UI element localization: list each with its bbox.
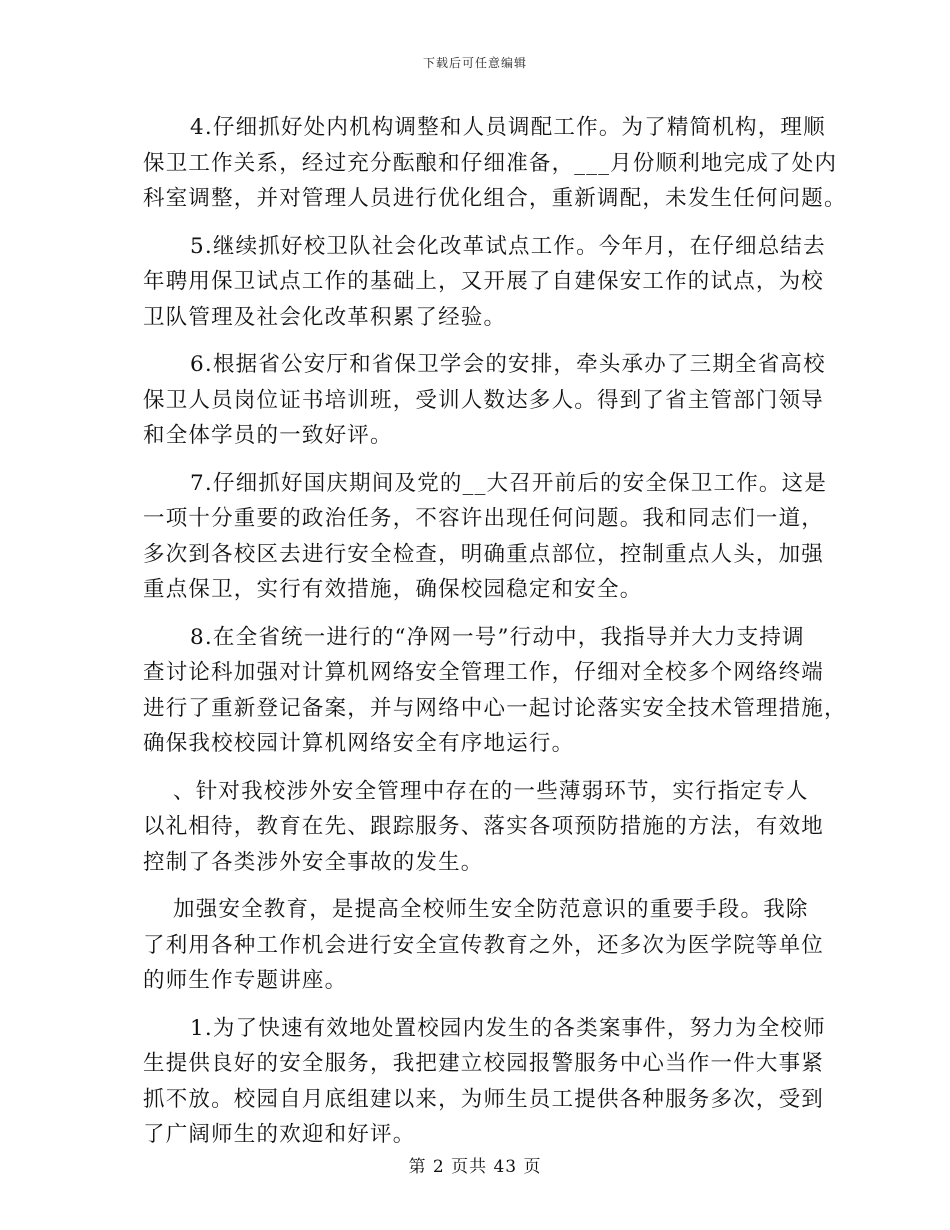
page-footer: 第 2 页共 43 页 [408,1157,542,1177]
paragraph-line: 和全体学员的一致好评。 [143,423,393,448]
paragraph-line: 卫队管理及社会化改革积累了经验。 [143,304,507,330]
paragraph-line: 科室调整，并对管理人员进行优化组合，重新调配，未发生任何问题。 [143,186,847,211]
paragraph-line: 8.在全省统一进行的“净网一号”行动中，我指导并大力支持调 [190,624,805,650]
paragraph-line: 、针对我校涉外安全管理中存在的一些薄弱环节，实行指定专人 [173,778,809,804]
paragraph-line: 7.仔细抓好国庆期间及党的__大召开前后的安全保卫工作。这是 [190,470,828,496]
paragraph-line: 了广阔师生的欢迎和好评。 [143,1122,416,1147]
paragraph-line: 确保我校校园计算机网络安全有序地运行。 [143,731,575,756]
paragraph-line: 1.为了快速有效地处置校园内发生的各类案事件，努力为全校师 [190,1015,826,1041]
paragraph-line: 查讨论科加强对计算机网络安全管理工作，仔细对全校多个网络终端 [143,660,825,685]
paragraph-line: 一项十分重要的政治任务，不容许出现任何问题。我和同志们一道， [143,506,825,531]
paragraph-line: 进行了重新登记备案，并与网络中心一起讨论落实安全技术管理措施， [143,695,847,721]
paragraph [143,1011,826,1153]
paragraph-line: 生提供良好的安全服务，我把建立校园报警服务中心当作一件大事紧 [143,1051,825,1076]
paragraph [143,229,826,336]
paragraph-line: 以礼相待，教育在先、跟踪服务、落实各项预防措施的方法，有效地 [143,814,825,839]
paragraph-line: 重点保卫，实行有效措施，确保校园稳定和安全。 [143,577,643,602]
paragraph-line: 保卫人员岗位证书培训班，受训人数达多人。得到了省主管部门领导 [143,387,825,413]
paragraph-line: 了利用各种工作机会进行安全宣传教育之外，还多次为医学院等单位 [143,932,825,958]
paragraph [143,892,825,999]
paragraph-line: 多次到各校区去进行安全检查，明确重点部位，控制重点人头，加强 [143,541,825,567]
paragraph [143,774,825,881]
paragraph-line: 5.继续抓好校卫队社会化改革试点工作。今年月，在仔细总结去 [190,233,826,259]
page-header: 下载后可任意编辑 [422,56,527,70]
paragraph [143,347,826,454]
paragraph-line: 的师生作专题讲座。 [143,968,348,993]
paragraph-line: 年聘用保卫试点工作的基础上，又开展了自建保安工作的试点，为校 [143,269,825,294]
paragraph [143,620,847,762]
document-body [143,110,847,1165]
paragraph-line: 保卫工作关系，经过充分酝酿和仔细准备，___月份顺利地完成了处内 [143,150,838,176]
paragraph-line: 4.仔细抓好处内机构调整和人员调配工作。为了精简机构，理顺 [190,115,826,140]
paragraph-line: 6.根据省公安厅和省保卫学会的安排，牵头承办了三期全省高校 [190,352,826,377]
paragraph-line: 控制了各类涉外安全事故的发生。 [143,849,484,875]
paragraph [143,110,847,217]
paragraph [143,466,828,608]
paragraph-line: 加强安全教育，是提高全校师生安全防范意识的重要手段。我除 [173,897,809,922]
paragraph-line: 抓不放。校园自月底组建以来，为师生员工提供各种服务多次，受到 [143,1086,825,1112]
